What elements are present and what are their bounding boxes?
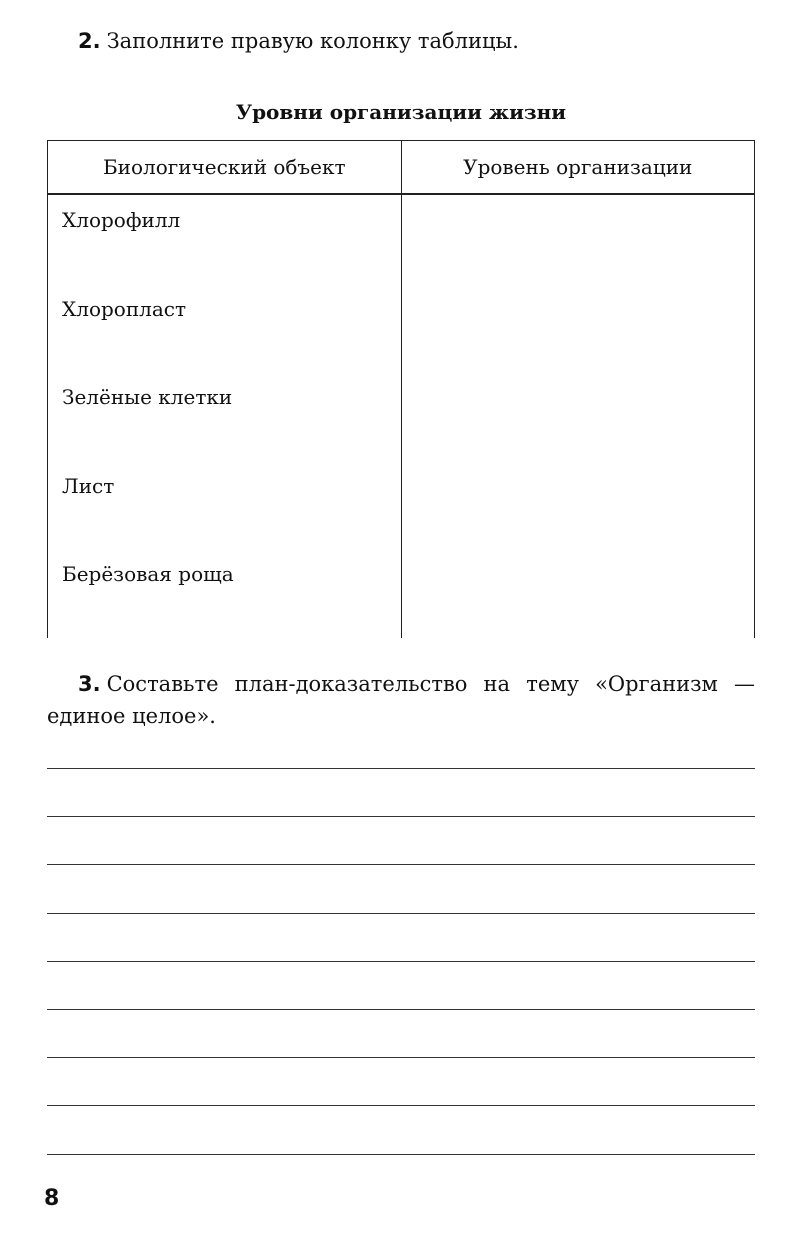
table-row bbox=[48, 194, 755, 284]
object-cell: Зелёные клетки bbox=[48, 372, 402, 461]
task-3-number: 3. bbox=[78, 672, 101, 696]
object-cell: Хлорофилл bbox=[48, 194, 402, 284]
table-row bbox=[48, 461, 755, 550]
task-2 bbox=[78, 24, 519, 58]
level-answer-cell[interactable] bbox=[401, 549, 755, 638]
answer-line[interactable] bbox=[47, 864, 755, 865]
task-2-text: Заполните правую колонку таблицы. bbox=[106, 29, 519, 53]
answer-line[interactable] bbox=[47, 1009, 755, 1010]
answer-line[interactable] bbox=[47, 913, 755, 914]
header-biological-object: Биологический объект bbox=[48, 141, 402, 195]
table-row bbox=[48, 549, 755, 638]
levels-table bbox=[47, 140, 755, 638]
table-row bbox=[48, 372, 755, 461]
answer-line[interactable] bbox=[47, 1105, 755, 1106]
table-header-row bbox=[48, 141, 755, 195]
task-2-number: 2. bbox=[78, 29, 101, 53]
object-cell: Лист bbox=[48, 461, 402, 550]
task-3 bbox=[47, 668, 755, 732]
answer-line[interactable] bbox=[47, 1154, 755, 1155]
header-organization-level: Уровень организации bbox=[401, 141, 755, 195]
table-title: Уровни организации жизни bbox=[235, 100, 567, 124]
level-answer-cell[interactable] bbox=[401, 372, 755, 461]
page-number: 8 bbox=[44, 1186, 60, 1211]
level-answer-cell[interactable] bbox=[401, 284, 755, 373]
object-cell: Хлоропласт bbox=[48, 284, 402, 373]
answer-line[interactable] bbox=[47, 961, 755, 962]
object-cell: Берёзовая роща bbox=[48, 549, 402, 638]
table-row bbox=[48, 284, 755, 373]
level-answer-cell[interactable] bbox=[401, 194, 755, 284]
task-3-text: Составьте план-доказательство на тему «Организм — единое целое». bbox=[47, 672, 755, 728]
level-answer-cell[interactable] bbox=[401, 461, 755, 550]
answer-line[interactable] bbox=[47, 768, 755, 769]
answer-line[interactable] bbox=[47, 816, 755, 817]
answer-line[interactable] bbox=[47, 1057, 755, 1058]
